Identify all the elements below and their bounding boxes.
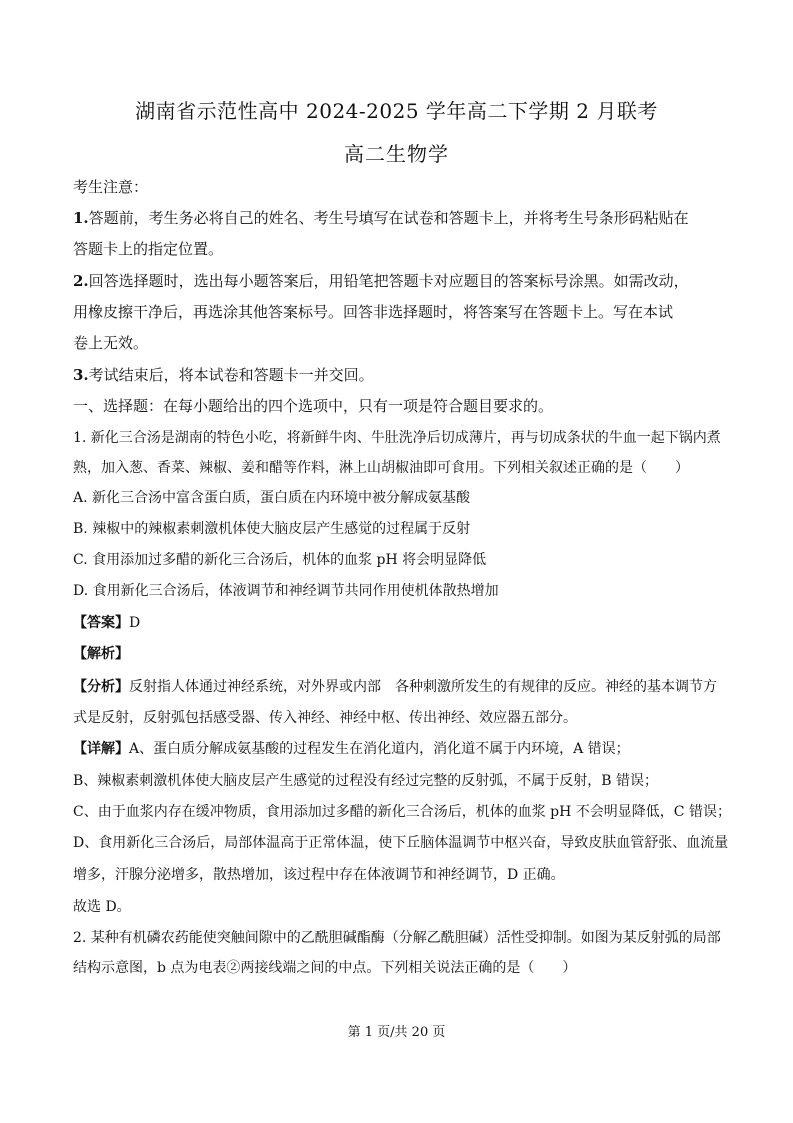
q1-stem-line-1: 1. 新化三合汤是湖南的特色小吃，将新鲜牛肉、牛肚洗净后切成薄片，再与切成条状的牛血一起下锅内煮 [73,430,721,446]
notice-item-3-text: 考试结束后，将本试卷和答题卡一并交回。 [88,366,374,384]
q1-stem-line-2: 熟，加入葱、香菜、辣椒、姜和醋等作料，淋上山胡椒油即可食用。下列相关叙述正确的是（ ） [73,460,689,476]
notice-item-3-number: 3. [73,366,89,384]
q1-xiangjie-d-line-2: 增多，汗腺分泌增多，散热增加，该过程中存在体液调节和神经调节，D 正确。 [73,867,565,883]
q1-option-d: D. 食用新化三合汤后，体液调节和神经调节共同作用使机体散热增加 [73,583,499,599]
notice-item-2-line-1 [73,270,733,292]
q1-option-a: A. 新化三合汤中富含蛋白质，蛋白质在内环境中被分解成氨基酸 [73,490,471,506]
notice-item-2-line-2: 用橡皮擦干净后，再选涂其他答案标号。回答非选择题时，将答案写在答题卡上。写在本试 [73,303,674,321]
notice-item-1-line-1 [73,207,733,229]
notice-item-1-line-2: 答题卡上的指定位置。 [73,240,224,258]
notice-item-2-text: 回答选择题时，选出每小题答案后，用铅笔把答题卡对应题目的答案标号涂黑。如需改动， [88,272,689,290]
document-title: 湖南省示范性高中 2024-2025 学年高二下学期 2 月联考 [135,99,658,123]
q1-fenxi-line-1 [73,676,733,698]
q1-fenxi-line-2: 式是反射，反射弧包括感受器、传入神经、神经中枢、传出神经、效应器五部分。 [73,710,577,726]
xiangjie-tag: 【详解】 [73,741,129,757]
page-number: 第 1 页/共 20 页 [347,1025,446,1040]
q1-conclusion: 故选 D。 [73,899,131,915]
fenxi-tag: 【分析】 [73,679,129,695]
q1-answer [73,612,733,634]
xiangjie-a-text: A、蛋白质分解成氨基酸的过程发生在消化道内，消化道不属于内环境，A 错误； [129,741,630,757]
document-subtitle: 高二生物学 [344,142,449,166]
notice-item-1-number: 1. [73,209,89,227]
q1-option-c: C. 食用添加过多醋的新化三合汤后，机体的血浆 pH 将会明显降低 [73,552,487,568]
q2-stem-line-2: 结构示意图，b 点为电表②两接线端之间的中点。下列相关说法正确的是（ ） [73,960,577,976]
q1-option-b: B. 辣椒中的辣椒素刺激机体使大脑皮层产生感觉的过程属于反射 [73,521,471,537]
notice-item-2-line-3: 卷上无效。 [73,334,149,352]
answer-value: D [129,615,141,631]
analysis-tag: 【解析】 [73,646,129,662]
section-heading: 一、选择题：在每小题给出的四个选项中，只有一项是符合题目要求的。 [73,397,554,415]
fenxi-text: 反射指人体通过神经系统，对外界或内部 各种刺激所发生的有规律的反应。神经的基本调节方 [129,679,717,695]
q1-xiangjie-b: B、辣椒素刺激机体使大脑皮层产生感觉的过程没有经过完整的反射弧，不属于反射，B 错误； [73,773,659,789]
q1-xiangjie-d-line-1: D、食用新化三合汤后，局部体温高于正常体温，使下丘脑体温调节中枢兴奋，导致皮肤血管舒张、血流量 [73,835,729,851]
notice-item-1-text: 答题前，考生务必将自己的姓名、考生号填写在试卷和答题卡上，并将考生号条形码粘贴在 [88,209,689,227]
notice-heading: 考生注意： [73,178,149,196]
notice-item-3-line-1 [73,364,733,386]
q2-stem-line-1: 2. 某种有机磷农药能使突触间隙中的乙酰胆碱酯酶（分解乙酰胆碱）活性受抑制。如图为某反射弧的局部 [73,930,721,946]
q1-xiangjie-c: C、由于血浆内存在缓冲物质，食用添加过多醋的新化三合汤后，机体的血浆 pH 不会明显降低，C 错误； [73,804,731,820]
answer-tag: 【答案】 [73,615,129,631]
notice-item-2-number: 2. [73,272,89,290]
q1-xiangjie-a [73,738,733,760]
